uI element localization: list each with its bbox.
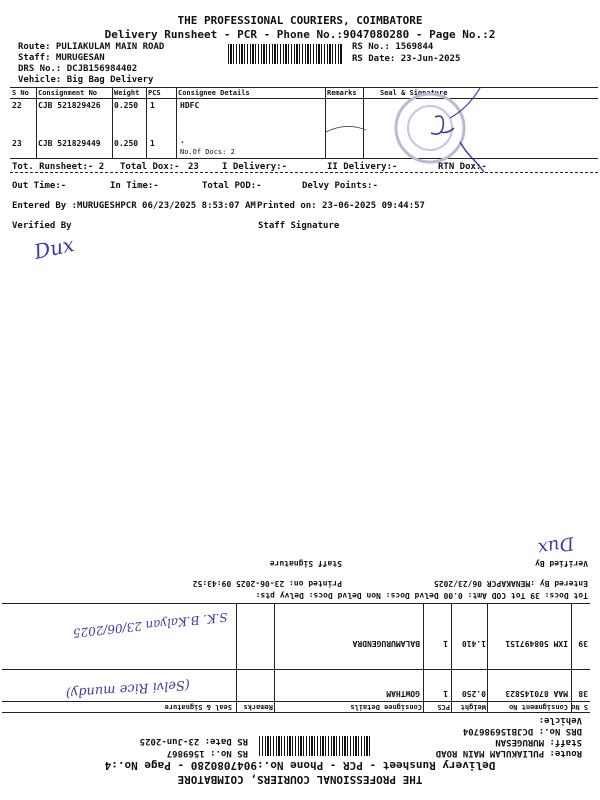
col-remarks: Remarks bbox=[327, 89, 357, 97]
rtn-dox: RTN Dox:- bbox=[438, 162, 487, 172]
vehicle-2: Vehicle: bbox=[538, 715, 582, 725]
total-dox: Total Dox:- bbox=[120, 162, 180, 172]
company-name: THE PROFESSIONAL COURIERS, COIMBATORE bbox=[177, 14, 423, 27]
rs-date-2: RS Date: 23-Jun-2025 bbox=[139, 736, 248, 746]
company-name-2: THE PROFESSIONAL COURIERS, COIMBATORE bbox=[177, 773, 423, 786]
i-delivery: I Delivery:- bbox=[222, 162, 288, 172]
route: Route: PULIAKULAM MAIN ROAD bbox=[18, 42, 165, 52]
out-time: Out Time:- bbox=[12, 181, 67, 191]
row38-handwriting: (Selvi Rice mundy) bbox=[65, 676, 191, 701]
col-consignee: Consignee Details bbox=[178, 89, 250, 97]
rs-no: RS No.: 1569844 bbox=[352, 42, 434, 52]
verified-by: Verified By bbox=[12, 221, 72, 231]
staff-signature-2: Staff Signature bbox=[269, 559, 342, 568]
verified-by-2: Verified By bbox=[535, 559, 588, 568]
vehicle: Vehicle: Big Bag Delivery bbox=[18, 75, 154, 85]
in-time: In Time:- bbox=[110, 181, 159, 191]
drs-no: DRS No.: DCJB156984402 bbox=[18, 64, 138, 74]
verifier-handwriting: Dux bbox=[31, 232, 77, 264]
row39-handwriting: S.K. B.Kalyan 23/06/2025 bbox=[72, 609, 229, 641]
entered-by-2: Entered By :MENAKAPCR 06/23/2025 bbox=[433, 579, 588, 588]
route-2: Route: PULIAKULAM MAIN ROAD bbox=[435, 748, 582, 758]
col-consignment: Consignment No bbox=[38, 89, 98, 97]
col-pcs: PCS bbox=[148, 89, 161, 97]
totals-line-2: Tot Docs: 39 Tot COD Amt: 0.00 Delvd Docs: Non Delvd Docs: Delvy pts: bbox=[255, 591, 588, 600]
runsheet-title-2: Delivery Runsheet - PCR - Phone No.:9047080280 - Page No.:4 bbox=[104, 759, 496, 772]
printed-on: Printed on: 23-06-2025 09:44:57 bbox=[257, 201, 425, 211]
bottom-runsheet-rotated: THE PROFESSIONAL COURIERS, COIMBATORE Delivery Runsheet - PCR - Phone No.:9047080280 - Page No.:4 Route: PULIAKULAM MAIN ROAD Staff: MURUGESAN DRS No.: DCJB156986704 Vehicle: RS No.: 1569867 RS Date: 23-Jun-2025 S No Consignment No Weight PCS Consignee Details Remarks Seal & Signature 38 MAA 870145823 0.250 1 GOWTHAM 39 IXM 508497151 1.410 1 BALAMURUGENDRA (Selvi Rice mundy) S.K. B.Kalyan 23/06/2025 Tot Docs: 39 Tot COD Amt: 0.00 Delvd Docs: Non Delvd Docs: Delvy pts: Entered By :MENAKAPCR 06/23/2025 Printed on: 23-06-2025 09:43:52 Verified By Staff Signature Dux bbox=[0, 0, 600, 800]
staff-signature: Staff Signature bbox=[258, 221, 340, 231]
drs-no-2: DRS No.: DCJB156986704 bbox=[462, 726, 582, 736]
tot-runsheet: Tot. Runsheet:- 2 bbox=[12, 162, 105, 172]
verifier-handwriting-2: Dux bbox=[536, 532, 576, 559]
entered-by: Entered By :MURUGESHPCR 06/23/2025 8:53:07 AM bbox=[12, 201, 256, 211]
rs-date: RS Date: 23-Jun-2025 bbox=[352, 54, 461, 64]
total-dox-value: 23 bbox=[188, 162, 199, 172]
col-weight: Weight bbox=[114, 89, 140, 97]
rs-no-2: RS No.: 1569867 bbox=[166, 748, 248, 758]
col-seal: Seal & Signature bbox=[380, 89, 448, 97]
ii-delivery: II Delivery:- bbox=[327, 162, 398, 172]
total-pod: Total POD:- bbox=[202, 181, 262, 191]
printed-on-2: Printed on: 23-06-2025 09:43:52 bbox=[192, 579, 342, 588]
barcode-2 bbox=[258, 736, 370, 756]
staff-2: Staff: MURUGESAN bbox=[495, 737, 582, 747]
staff: Staff: MURUGESAN bbox=[18, 53, 105, 63]
delvy-points: Delvy Points:- bbox=[302, 181, 378, 191]
runsheet-title: Delivery Runsheet - PCR - Phone No.:9047080280 - Page No.:2 bbox=[104, 28, 496, 41]
col-sno: S No bbox=[12, 89, 29, 97]
